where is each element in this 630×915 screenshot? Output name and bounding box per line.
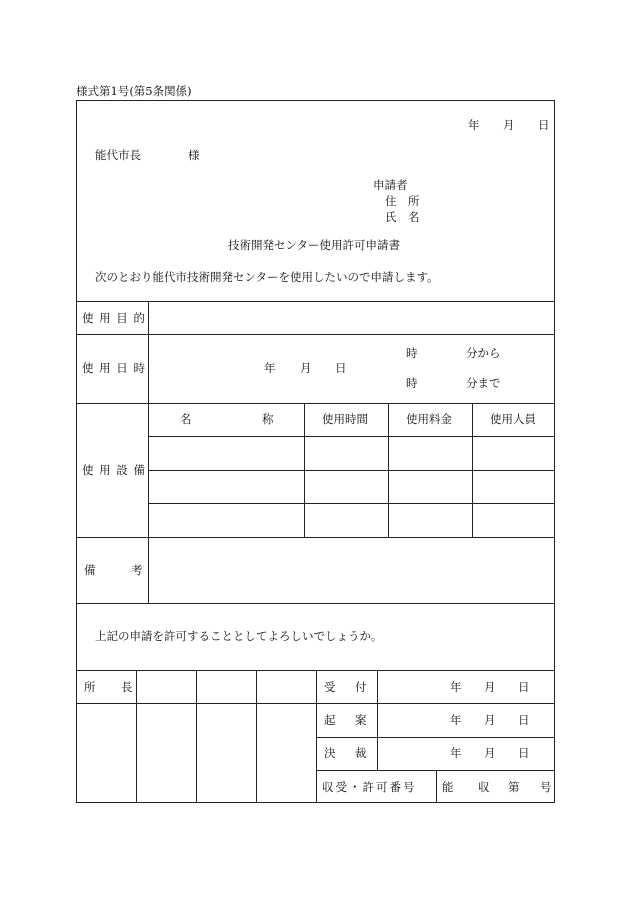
divider — [472, 403, 473, 537]
divider — [388, 403, 389, 537]
form-number: 様式第1号(第5条関係) — [76, 84, 192, 98]
equipment-header-name-1: 名 — [180, 412, 192, 426]
received-day: 日 — [518, 680, 530, 694]
divider — [304, 403, 305, 537]
decision-month: 月 — [484, 746, 496, 760]
equipment-header-fee: 使用料金 — [406, 412, 452, 426]
draft-day: 日 — [518, 713, 530, 727]
received-year: 年 — [450, 680, 462, 694]
divider — [316, 670, 317, 803]
applicant-label: 申請者 — [373, 178, 408, 192]
divider — [148, 470, 555, 471]
divider — [316, 703, 555, 704]
received-label: 受 付 — [324, 680, 371, 694]
datetime-day: 日 — [335, 361, 347, 375]
divider — [148, 301, 149, 603]
permit-no-b: 収 — [478, 780, 490, 794]
director-label-1: 所 — [84, 680, 96, 694]
datetime-to-hour: 時 — [406, 376, 418, 390]
divider — [436, 770, 437, 803]
purpose-label: 使 用 目 的 — [82, 311, 146, 325]
divider — [316, 737, 555, 738]
received-month: 月 — [484, 680, 496, 694]
equipment-label: 使 用 設 備 — [82, 463, 146, 477]
datetime-year: 年 — [264, 361, 276, 375]
datetime-label: 使 用 日 時 — [82, 361, 146, 375]
draft-year: 年 — [450, 713, 462, 727]
date-month: 月 — [503, 118, 515, 132]
draft-label: 起 案 — [324, 713, 371, 727]
form-title: 技術開発センター使用許可申請書 — [228, 238, 401, 252]
divider — [136, 670, 137, 803]
permit-no-a: 能 — [442, 780, 454, 794]
addressee-honorific: 様 — [188, 148, 200, 162]
applicant-address: 住 所 — [385, 194, 420, 208]
divider — [148, 436, 555, 437]
divider — [76, 603, 555, 604]
divider — [377, 670, 378, 770]
intro-text: 次のとおり能代市技術開発センターを使用したいので申請します。 — [95, 270, 439, 284]
approval-text: 上記の申請を許可することとしてよろしいでしょうか。 — [95, 629, 383, 643]
addressee-name: 能代市長 — [95, 148, 141, 162]
director-label-2: 長 — [121, 680, 133, 694]
equipment-header-time: 使用時間 — [322, 412, 368, 426]
permit-number-label: 収受・許可番号 — [322, 780, 417, 794]
equipment-header-name-2: 称 — [262, 412, 274, 426]
equipment-header-people: 使用人員 — [490, 412, 536, 426]
decision-day: 日 — [518, 746, 530, 760]
date-day: 日 — [538, 118, 550, 132]
applicant-name: 氏 名 — [385, 210, 420, 224]
draft-month: 月 — [484, 713, 496, 727]
datetime-from-hour: 時 — [406, 346, 418, 360]
permit-no-c: 第 — [508, 780, 520, 794]
remarks-label-2: 考 — [131, 563, 143, 577]
divider — [148, 503, 555, 504]
remarks-label-1: 備 — [84, 563, 96, 577]
datetime-month: 月 — [300, 361, 312, 375]
divider — [256, 670, 257, 803]
permit-no-d: 号 — [540, 780, 552, 794]
decision-label: 決 裁 — [324, 746, 371, 760]
purpose-field[interactable] — [150, 303, 550, 331]
decision-year: 年 — [450, 746, 462, 760]
datetime-from-minute: 分から — [466, 346, 501, 360]
divider — [196, 670, 197, 803]
date-year: 年 — [468, 118, 480, 132]
datetime-to-minute: 分まで — [466, 376, 501, 390]
